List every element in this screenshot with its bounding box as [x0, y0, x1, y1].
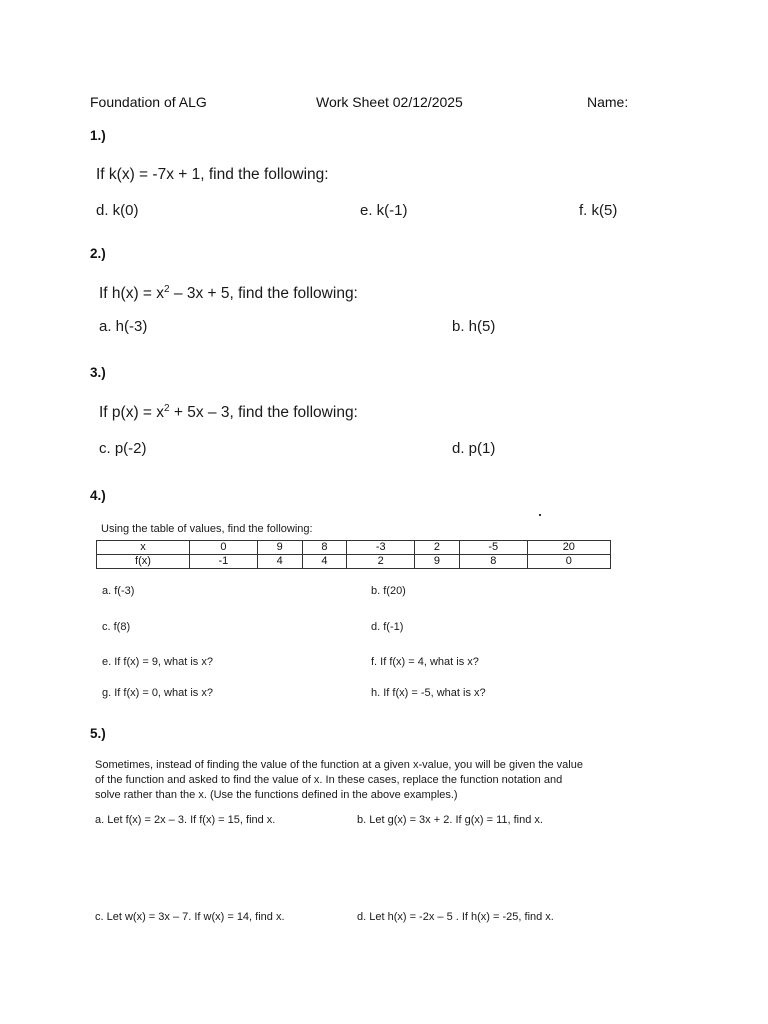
question-3-number: 3.) — [90, 365, 106, 380]
question-1-prompt: If k(x) = -7x + 1, find the following: — [96, 166, 329, 183]
question-2-item-a: a. h(-3) — [99, 318, 148, 335]
table-cell: -1 — [190, 555, 258, 569]
question-5-number: 5.) — [90, 726, 106, 741]
question-1-item-d: d. k(0) — [96, 202, 139, 219]
question-5-paragraph-line-2: of the function and asked to find the value of x. In these cases, replace the function notation and — [95, 774, 563, 786]
question-2-item-b: b. h(5) — [452, 318, 496, 335]
table-cell: -3 — [347, 541, 415, 555]
question-4-item-f: f. If f(x) = 4, what is x? — [371, 656, 479, 668]
table-cell: 9 — [415, 555, 460, 569]
question-3-item-c: c. p(-2) — [99, 440, 147, 457]
question-4-item-b: b. f(20) — [371, 585, 406, 597]
question-3-prompt: If $p(x) = x^2 + 5x - 3$, find the following: — [99, 403, 358, 422]
question-4-number: 4.) — [90, 488, 106, 503]
table-cell: 8 — [302, 541, 347, 555]
question-1-number: 1.) — [90, 128, 106, 143]
question-2-prompt: If $h(x) = x^2 - 3x + 5$, find the following: — [99, 284, 358, 303]
question-4-item-g: g. If f(x) = 0, what is x? — [102, 687, 213, 699]
question-4-item-a: a. f(-3) — [102, 585, 135, 597]
table-cell: 2 — [347, 555, 415, 569]
course-title: Foundation of ALG — [90, 94, 207, 110]
question-4-item-d: d. f(-1) — [371, 621, 404, 633]
question-3-item-d: d. p(1) — [452, 440, 496, 457]
question-5-paragraph-line-3: solve rather than the x. (Use the functions defined in the above examples.) — [95, 789, 458, 801]
table-cell: 8 — [459, 555, 527, 569]
table-row-fx — [97, 555, 611, 569]
stray-dot — [539, 514, 541, 516]
question-5-item-b: b. Let g(x) = 3x + 2. If g(x) = 11, find x. — [357, 814, 543, 826]
table-cell: 0 — [190, 541, 258, 555]
table-cell: 4 — [257, 555, 302, 569]
question-5-paragraph-line-1: Sometimes, instead of finding the value of the function at a given x-value, you will be given the value — [95, 759, 583, 771]
table-cell: -5 — [459, 541, 527, 555]
name-label: Name: — [587, 94, 629, 110]
question-4-item-c: c. f(8) — [102, 621, 131, 633]
question-4-prompt: Using the table of values, find the following: — [101, 523, 313, 535]
table-cell: 4 — [302, 555, 347, 569]
worksheet-title: Work Sheet 02/12/2025 — [316, 94, 463, 110]
table-header-x: x — [97, 541, 190, 555]
question-5-item-a: a. Let f(x) = 2x – 3. If f(x) = 15, find x. — [95, 814, 276, 826]
question-2-number: 2.) — [90, 246, 106, 261]
question-4-item-e: e. If f(x) = 9, what is x? — [102, 656, 213, 668]
table-cell: 20 — [527, 541, 610, 555]
question-1-item-f: f. k(5) — [579, 202, 618, 219]
table-row-x — [97, 541, 611, 555]
table-cell: 9 — [257, 541, 302, 555]
table-header-fx: f(x) — [97, 555, 190, 569]
question-4-item-h: h. If f(x) = -5, what is x? — [371, 687, 486, 699]
question-5-item-d: d. Let h(x) = -2x – 5 . If h(x) = -25, find x. — [357, 911, 554, 923]
question-5-item-c: c. Let w(x) = 3x – 7. If w(x) = 14, find x. — [95, 911, 285, 923]
table-cell: 0 — [527, 555, 610, 569]
table-cell: 2 — [415, 541, 460, 555]
question-1-item-e: e. k(-1) — [360, 202, 408, 219]
values-table — [96, 540, 611, 569]
